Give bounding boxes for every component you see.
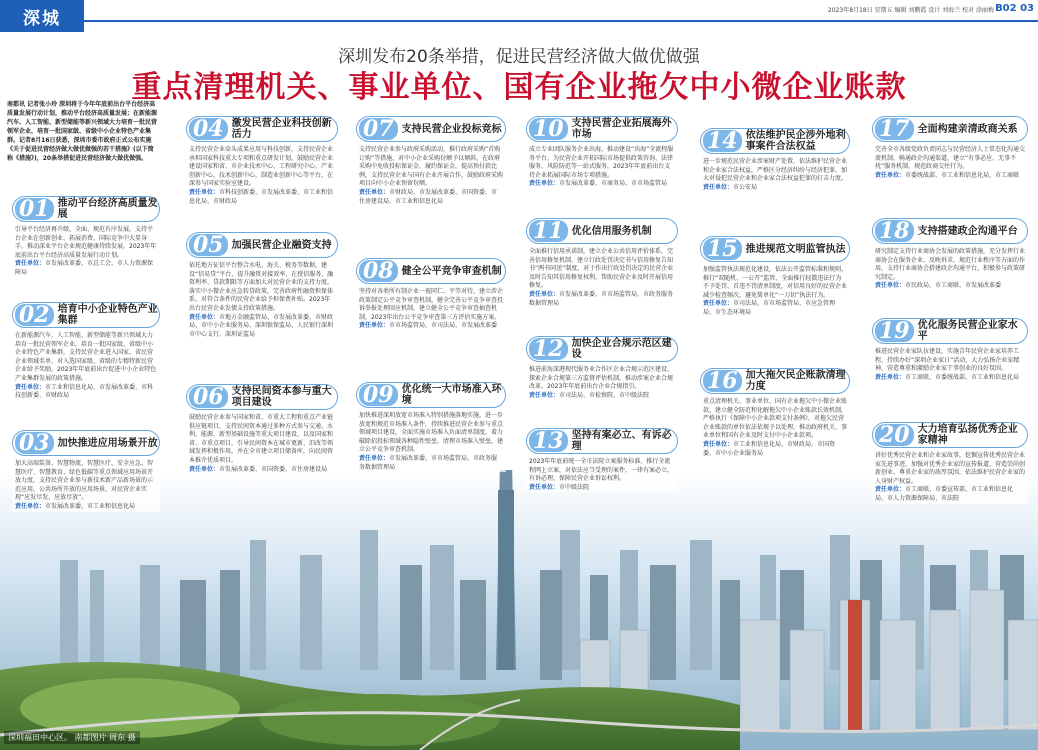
measure-header xyxy=(526,116,678,142)
responsible-units: 市发展改革委、市总工会、市人力资源保障局 xyxy=(15,260,154,276)
responsible-label: 责任单位： xyxy=(703,440,734,448)
measure-number: 02 xyxy=(15,304,54,326)
measure-header xyxy=(356,116,506,142)
responsible-units: 市发展改革委、市商务局、市市场监管局 xyxy=(559,180,668,188)
measure-block-06 xyxy=(186,384,338,474)
measure-number: 03 xyxy=(15,432,54,454)
measure-title: 全面构建亲清政商关系 xyxy=(917,123,1018,135)
measure-number: 18 xyxy=(875,220,914,242)
measure-block-03 xyxy=(12,430,160,512)
responsible-units: 市发展改革委、市国资委、市住房建设局 xyxy=(219,465,328,473)
measure-block-08 xyxy=(356,258,506,331)
measure-block-09 xyxy=(356,382,506,472)
headline: 重点清理机关、事业单位、国有企业拖欠中小微企业账款 xyxy=(131,70,907,105)
responsible-units: 市司法局、市检察院、市中级法院 xyxy=(559,391,650,399)
measure-title: 支持搭建政企沟通平台 xyxy=(917,225,1018,237)
responsible-label: 责任单位： xyxy=(15,502,46,510)
responsible-label: 责任单位： xyxy=(189,313,220,321)
measure-title: 推动平台经济高质量发展 xyxy=(57,198,158,220)
masthead-bar xyxy=(0,0,1038,29)
measure-title: 加快企业合规示范区建设 xyxy=(571,338,672,360)
measure-body: 2023年年底前统一全市法院立案服务标准，推行全流程网上立案，对依法应当受理的案件，一律有案必立、有诉必理，保障民营企业诉讼权利。 xyxy=(529,458,674,483)
measure-body: 成立专业团队服务企业出海，推动建设“出海”全流程服务平台，为民营企业开拓国际市场提供政策咨询、法律服务、风险防范等一站式服务，2023年年底前出台支持企业拓展国际市场专项措施。 xyxy=(529,146,674,179)
section-label: 深城 xyxy=(0,0,84,32)
measure-block-15 xyxy=(700,236,850,318)
measure-header xyxy=(356,258,506,284)
measure-block-16 xyxy=(700,368,850,458)
measure-block-13 xyxy=(526,428,678,492)
responsible-label: 责任单位： xyxy=(529,483,560,491)
measure-header xyxy=(526,218,678,244)
measure-block-18 xyxy=(872,218,1028,291)
measure-title: 优化统一大市场准入环境 xyxy=(401,384,502,406)
measure-title: 健全公平竞争审查机制 xyxy=(401,265,502,277)
measure-number: 07 xyxy=(359,118,398,140)
measure-body: 全面推行信用承诺制，建立企业公共信用评价体系，完善信用修复机制，建立行政处罚决定书与信用修复告知书“两书同送”制度，对于作出行政处罚决定的民营企业及时告知其信用修复权利，帮助民营企业及时开展信用修复。 xyxy=(529,248,674,290)
issue-info: 2023年8月18日 星期五 编辑 刘鹏霞 设计 刘海兰 校对 涂丽梅 xyxy=(827,7,994,14)
measure-block-02 xyxy=(12,302,160,401)
measure-title: 激发民营企业科技创新活力 xyxy=(231,118,332,140)
responsible-units: 市市场监管局、市司法局、市发展改革委 xyxy=(389,322,498,330)
measure-block-12 xyxy=(526,336,678,400)
responsible-label: 责任单位： xyxy=(703,300,734,308)
responsible-units: 市发展改革委、市市场监管局、市政务服务数据管理局 xyxy=(529,290,674,307)
responsible-label: 责任单位： xyxy=(359,188,390,196)
measure-title: 培育中小企业特色产业集群 xyxy=(57,304,158,326)
measure-body: 支持民营企业牵头成果应用与科技创新，支持民营企业承担国家科技重大专项和重点研发计划，鼓励民营企业建设国家和省、市企业技术中心、工程研究中心，产业创新中心，技术创新中心，制造业创新中心等平台，在深参与国家实验室建设。 xyxy=(189,146,334,188)
measure-header xyxy=(186,232,338,258)
measure-block-10 xyxy=(526,116,678,189)
responsible-label: 责任单位： xyxy=(15,383,46,391)
measure-block-11 xyxy=(526,218,678,308)
measure-number: 10 xyxy=(529,118,568,140)
measure-header xyxy=(526,428,678,454)
measure-title: 支持民营企业拓展海外市场 xyxy=(571,118,672,140)
responsible-units: 市工商联、市委统战部、市工业和信息化局 xyxy=(905,373,1020,381)
measure-title: 优化信用服务机制 xyxy=(571,225,652,237)
measure-body: 加强监管执法规范化建设，依法公开监管标准和规则，推行“双随机、一公开”监管，全面推行轻微违法行为不予处罚、首违不罚清单制度，对信用良好的民营企业减少检查频次，避免简单化“一刀切”执法行为。 xyxy=(703,266,848,299)
subheadline: 深圳发布20条举措，促进民营经济做大做优做强 xyxy=(338,47,700,67)
responsible-units: 市工商联、市委宣传部、市工业和信息化局、市人力资源保障局、市法院 xyxy=(875,486,1014,502)
measure-title: 加强民营企业融资支持 xyxy=(231,239,332,251)
measure-title: 依法维护民企涉外地利事案件合法权益 xyxy=(745,130,846,152)
lead-paragraph: 南都讯 记者张小玲 深圳将于今年年底前出台平台经济高质量发展行动计划，推动平台经济高质量发展；在新能源汽车、人工智能、新型储能等新兴领域大力培育一批民营领军企业，培育一批国家级、省级中小企业特色产业集群。记者8月16日获悉，深圳市委市政府正式公布实施《关于促进民营经济做大做优做强的若干措施》(以下简称《措施》)，20条举措促进民营经济做大做优做强。 xyxy=(7,101,158,162)
measure-body: 鼓励民营企业参与国家和省、市重大工程和重点产业链供应链项目，支持民间资本通过多种方式参与交通、水利、能源、新型基础设施等重大项目建设，以及国家和省、市重点项目，引导民间资本在城市更新、旧改等领域发挥积极作用，并在全市建立项目储备库，向民间资本推介优质项目。 xyxy=(189,414,334,464)
measure-number: 11 xyxy=(529,220,568,242)
measure-title: 加快推进应用场景开放 xyxy=(57,437,158,449)
measure-number: 04 xyxy=(189,118,228,140)
measure-header xyxy=(526,336,678,362)
measure-header xyxy=(872,218,1028,244)
measure-header xyxy=(186,116,338,142)
responsible-label: 责任单位： xyxy=(189,465,220,473)
responsible-units: 市中级法院 xyxy=(559,483,590,491)
responsible-units: 市工业和信息化局、市财政局、市国资委、市中小企业服务局 xyxy=(703,440,836,457)
responsible-label: 责任单位： xyxy=(529,180,560,188)
measure-body: 在新能源汽车、人工智能、新型储能等新兴领域大力培育一批民营领军企业，培育一批国家级、省级中小企业特色产业集群，支持民营企业进入国家、省民营企业领域名单，对入选国家级、省级的专精特新民营企业给予奖励，2023年年底前出台促进中小企业特色产业集群发展的政策措施。 xyxy=(15,332,157,382)
measure-body: 推进前海深港现代服务业合作区企业合规示范区建设，探索企业合规第三方监督评估机制，推动涉案企业合规改革，2023年年底前出台企业合规指引。 xyxy=(529,366,674,391)
responsible-units: 市发展改革委、市工业和信息化局 xyxy=(45,502,136,510)
responsible-label: 责任单位： xyxy=(875,373,906,381)
measure-title: 支持民营企业投标竞标 xyxy=(401,123,502,135)
responsible-units: 市司法局、市市场监管局、市应急管理局、市生态环境局 xyxy=(703,300,836,316)
measure-number: 01 xyxy=(15,198,54,220)
measure-body: 研究制定支持行业商协会发展的政策措施，充分发挥行业商协会在服务企业、反映诉求、规范行业秩序等方面的作用，支持行业商协会搭建政企沟通平台，积极参与政策研究制定。 xyxy=(875,248,1026,281)
measure-number: 05 xyxy=(189,234,228,256)
responsible-units: 市发展改革委、市市场监管局、市政务服务数据管理局 xyxy=(359,454,498,471)
measure-title: 加大拖欠民企账款清理力度 xyxy=(745,370,846,392)
responsible-units: 市公安局 xyxy=(733,183,758,191)
measure-number: 12 xyxy=(529,338,568,360)
responsible-units: 市民政局、市工商联、市发展改革委 xyxy=(905,282,1002,290)
responsible-label: 责任单位： xyxy=(875,282,906,290)
responsible-units: 市委统战部、市工业和信息化局、市工商联 xyxy=(905,171,1020,179)
measure-header xyxy=(872,116,1028,142)
measure-body: 加快推进深圳放宽市场准入特别措施落地实施，进一步放宽和规范市场准入条件，持续推进民营企业参与重点领域项目建设，全面实施市场准入负面清单制度，着力破除招投标领域各种隐性壁垒，清理市场准入壁垒，建立公平竞争审查机制。 xyxy=(359,412,504,454)
measure-block-01 xyxy=(12,196,160,278)
measure-body: 支持民营企业参与政府采购活动，推行政府采购“首购订购”等措施，对中小企业采购份额予以倾斜，在政府采购中免收投标保证金、履约保证金，提高预付款比例，支持民营企业与国有企业开展合作，鼓励政府采购项目向中小企业预留份额。 xyxy=(359,146,504,188)
measure-body: 讲好优秀民营企业和企业家故事，挖掘宣传优秀民营企业家先进事迹，加强对优秀企业家的宣传报道，营造崇尚创新创业、尊重企业家的浓厚氛围，依法维护民营企业家的人身财产权益。 xyxy=(875,452,1026,485)
responsible-label: 责任单位： xyxy=(529,290,560,298)
measure-header xyxy=(700,236,850,262)
measure-number: 19 xyxy=(875,320,914,342)
measure-body: 推进民营企业家队伍建设，实施青年民营企业家培养工程，持续办好“深圳企业家日”活动，大力弘扬企业家精神，营造尊重和激励企业家干事创业的良好氛围。 xyxy=(875,348,1020,373)
measure-header xyxy=(186,384,338,410)
responsible-label: 责任单位： xyxy=(875,171,906,179)
measure-header xyxy=(12,430,160,456)
measure-body: 进一步规范民营企业涉案财产处置，依法维护民营企业和企业家合法权益，严格区分经济纠纷与经济犯罪，加大对侵犯民营企业和企业家合法权益犯罪的打击力度。 xyxy=(703,158,848,183)
measure-block-17 xyxy=(872,116,1028,180)
skyline-illustration xyxy=(0,470,1038,750)
measure-body: 完善全市各级党政负责同志与民营经济人士常态化沟通交流机制，畅通政企沟通渠道，建立“有事必应、无事不扰”服务机制，规范政商交往行为。 xyxy=(875,146,1026,171)
measure-header xyxy=(356,382,506,408)
measure-number: 06 xyxy=(189,386,228,408)
responsible-label: 责任单位： xyxy=(359,322,390,330)
measure-body: 引导平台经济再升级，全面、规范有序发展，支持平台企业在创新创业、拓展消费、国际竞争中大显身手，推动深业平台企业规范健康持续发展，2023年年底前出台平台经济高质量发展行动计划。 xyxy=(15,226,157,259)
measure-number: 15 xyxy=(703,238,742,260)
measure-header xyxy=(872,422,1028,448)
measure-header xyxy=(12,302,160,328)
measure-body: 重点清理机关、事业单位、国有企业拖欠中小微企业账款，建立健全防范和化解拖欠中小企业账款长效机制，严格执行《保障中小企业款项支付条例》，对拖欠民营企业账款的单位依法依规予以处理，推动政府机关、事业单位和国有企业及时支付中小企业款项。 xyxy=(703,398,848,440)
measure-number: 14 xyxy=(703,130,742,152)
measure-header xyxy=(700,368,850,394)
measure-number: 16 xyxy=(703,370,742,392)
measure-title: 推进规范文明监管执法 xyxy=(745,243,846,255)
responsible-units: 市财政局、市发展改革委、市国资委、市住房建设局、市工业和信息化局 xyxy=(359,188,498,205)
responsible-label: 责任单位： xyxy=(15,260,46,268)
responsible-label: 责任单位： xyxy=(875,486,906,494)
measure-title: 大力培育弘扬优秀企业家精神 xyxy=(917,424,1018,446)
measure-header xyxy=(872,318,1028,344)
responsible-label: 责任单位： xyxy=(529,391,560,399)
responsible-label: 责任单位： xyxy=(189,188,220,196)
measure-block-07 xyxy=(356,116,506,206)
measure-number: 20 xyxy=(875,424,914,446)
responsible-label: 责任单位： xyxy=(359,454,390,462)
measure-body: 加大高端装备、智慧物流、智慧医疗、安全应急、智慧医疗、智慧教育、绿色低碳等重点领域应用场景开放力度，支持民营企业参与新技术新产品新场景的示范应用，公共场所开放的应用场景，对民营企业实现“应发尽发、应放尽放”。 xyxy=(15,460,154,502)
measure-number: 08 xyxy=(359,260,398,282)
measure-body: 依托地方征信平台整合水电、海关、税务等数据，建设“信易贷”平台，提升融资对接效率，在授信服务、融资利率、贷款期限等方面加大对民营企业的支持力度。落实中小微企业应急转贷政策，完善政府性融资担保体系，对符合条件的民营企业给予担保费补贴。2023年出台民营企业发债支持政策措施。 xyxy=(189,262,334,312)
measure-header xyxy=(12,196,160,222)
photo-caption: 深圳福田中心区。 南都图片 周东 摄 xyxy=(4,731,140,744)
responsible-units: 市科技创新委、市发展改革委、市工业和信息化局、市财政局 xyxy=(189,188,334,205)
measure-number: 13 xyxy=(529,430,568,452)
measure-number: 09 xyxy=(359,384,398,406)
measure-block-19 xyxy=(872,318,1028,382)
measure-block-14 xyxy=(700,128,850,192)
city-photo xyxy=(0,470,1038,750)
measure-title: 坚持有案必立、有诉必理 xyxy=(571,430,672,452)
responsible-units: 市地方金融监管局、市发展改革委、市财政局、市中小企业服务局、深圳银保监局、人民银行深圳市中心支行、深圳证监局 xyxy=(189,313,334,338)
responsible-units: 市工业和信息化局、市发展改革委、市科技创新委、市财政局 xyxy=(15,383,154,400)
measure-body: 坚持对各类所有制企业一视同仁、平等对待，建立涉企政策制定公平竞争审查机制，健全完善公平竞争审查投诉举报处理回应机制，建立健全公平竞争审查抽查机制，2023年出台公平竞争审查第三方评估实施方案。 xyxy=(359,288,504,321)
measure-block-05 xyxy=(186,232,338,339)
measure-block-20 xyxy=(872,422,1028,504)
measure-block-04 xyxy=(186,116,338,206)
responsible-label: 责任单位： xyxy=(703,183,734,191)
measure-title: 优化服务民营企业家水平 xyxy=(917,320,1018,342)
measure-title: 支持民间资本参与重大项目建设 xyxy=(231,386,332,408)
measure-header xyxy=(700,128,850,154)
page-number: B02 03 xyxy=(995,3,1034,14)
measure-number: 17 xyxy=(875,118,914,140)
